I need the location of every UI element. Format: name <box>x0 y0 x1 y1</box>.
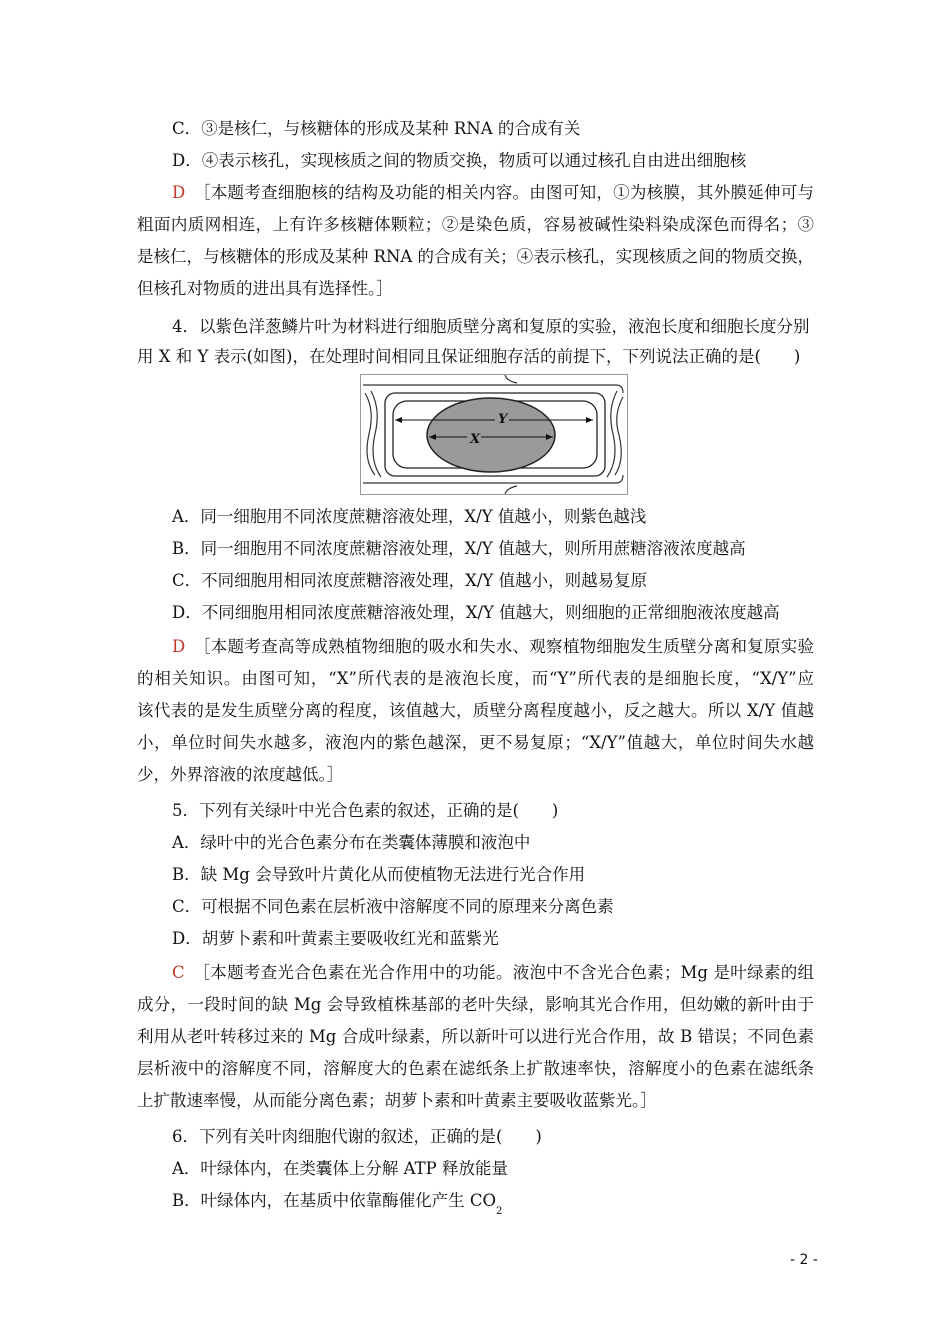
q6-stem: 6．下列有关叶肉细胞代谢的叙述，正确的是( ) <box>172 1127 542 1146</box>
q4-stem-line-2: 用 X 和 Y 表示(如图)，在处理时间相同且保证细胞存活的前提下，下列说法正确的是( ) <box>137 347 801 366</box>
q5-option-b: B．缺 Mg 会导致叶片黄化从而使植物无法进行光合作用 <box>172 865 586 884</box>
q4-explanation-line-2: 的相关知识。由图可知，“X”所代表的是液泡长度，而“Y”所代表的是细胞长度，“X/Y”应 <box>137 669 814 688</box>
q5-option-a: A．绿叶中的光合色素分布在类囊体薄膜和液泡中 <box>172 833 531 852</box>
q4-explanation-line-1: D ［本题考查高等成熟植物细胞的吸水和失水、观察植物细胞发生质壁分离和复原实验 <box>172 637 814 656</box>
q3-option-d: D．④表示核孔，实现核质之间的物质交换，物质可以通过核孔自由进出细胞核 <box>172 151 747 170</box>
figure-label-x: X <box>470 432 481 447</box>
co2-subscript: 2 <box>496 1206 503 1217</box>
plasmolysis-cell-figure <box>360 374 628 495</box>
q6-option-b: B．叶绿体内，在基质中依靠酶催化产生 $CO_2$ <box>172 1191 503 1217</box>
page-number: - 2 - <box>790 1252 818 1268</box>
q5-explanation-line-2: 成分，一段时间的缺 Mg 会导致植株基部的老叶失绿，影响其光合作用，但幼嫩的新叶由于 <box>137 995 814 1014</box>
q5-explanation-line-5: 上扩散速率慢，从而能分离色素；胡萝卜素和叶黄素主要吸收蓝紫光。］ <box>137 1091 657 1110</box>
q3-explanation-line-2: 粗面内质网相连，上有许多核糖体颗粒；②是染色质，容易被碱性染料染成深色而得名；③ <box>137 215 814 234</box>
q4-option-d: D．不同细胞用相同浓度蔗糖溶液处理，X/Y 值越大，则细胞的正常细胞液浓度越高 <box>172 603 780 622</box>
q4-option-c: C．不同细胞用相同浓度蔗糖溶液处理，X/Y 值越小，则越易复原 <box>172 571 648 590</box>
q4-answer-letter: D <box>172 637 186 656</box>
q4-explanation-line-4: 小，单位时间失水越多，液泡内的紫色越深，更不易复原；“X/Y”值越大，单位时间失水越 <box>137 733 814 752</box>
q5-option-c: C．可根据不同色素在层析液中溶解度不同的原理来分离色素 <box>172 897 614 916</box>
q5-explanation-line-3: 利用从老叶转移过来的 Mg 合成叶绿素，所以新叶可以进行光合作用，故 B 错误；不同色素 <box>137 1027 814 1046</box>
figure-label-y: Y <box>498 412 508 427</box>
q5-stem: 5．下列有关绿叶中光合色素的叙述，正确的是( ) <box>172 801 559 820</box>
q4-stem-line-1: 4．以紫色洋葱鳞片叶为材料进行细胞质壁分离和复原的实验，液泡长度和细胞长度分别 <box>172 317 810 336</box>
q3-explanation-line-1: D ［本题考查细胞核的结构及功能的相关内容。由图可知，①为核膜，其外膜延伸可与 <box>172 183 814 202</box>
q5-explanation-line-1: C ［本题考查光合色素在光合作用中的功能。液泡中不含光合色素；Mg 是叶绿素的组 <box>172 963 814 982</box>
q5-explanation-line-4: 层析液中的溶解度不同，溶解度大的色素在滤纸条上扩散速率快，溶解度小的色素在滤纸条 <box>137 1059 814 1078</box>
q3-explanation-line-4: 但核孔对物质的进出具有选择性。］ <box>137 279 393 298</box>
q3-explanation-line-3: 是核仁，与核糖体的形成及某种 RNA 的合成有关；④表示核孔，实现核质之间的物质交换， <box>137 247 814 266</box>
q6-option-a: A．叶绿体内，在类囊体上分解 ATP 释放能量 <box>172 1159 509 1178</box>
q5-answer-letter: C <box>172 963 185 982</box>
q4-option-a: A．同一细胞用不同浓度蔗糖溶液处理，X/Y 值越小，则紫色越浅 <box>172 507 647 526</box>
q3-option-c: C．③是核仁，与核糖体的形成及某种 RNA 的合成有关 <box>172 119 581 138</box>
q4-explanation-line-3: 该代表的是发生质壁分离的程度，该值越大，质壁分离程度越小，反之越大。所以 X/Y 值越 <box>137 701 814 720</box>
q4-explanation-line-5: 少，外界溶液的浓度越低。］ <box>137 765 344 784</box>
q3-answer-letter: D <box>172 183 186 202</box>
q4-option-b: B．同一细胞用不同浓度蔗糖溶液处理，X/Y 值越大，则所用蔗糖溶液浓度越高 <box>172 539 746 558</box>
q5-option-d: D．胡萝卜素和叶黄素主要吸收红光和蓝紫光 <box>172 929 499 948</box>
